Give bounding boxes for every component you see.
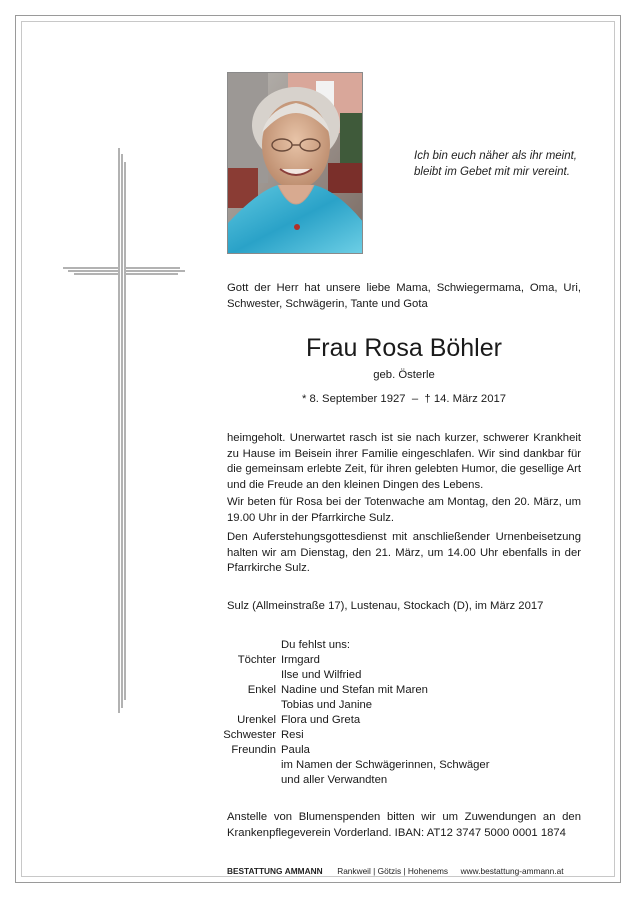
list-item: Schwester Resi bbox=[223, 729, 304, 741]
donation-note: Anstelle von Blumenspenden bitten wir um Zuwendungen an den Krankenpflegeverein Vorderland. IBAN: AT12 3747 5000 0001 1874 bbox=[227, 811, 581, 839]
list-item: Töchter Irmgard bbox=[237, 654, 320, 666]
life-dates: * 8. September 1927 – † 14. März 2017 bbox=[301, 393, 507, 405]
footer-website[interactable]: www.bestattung-ammann.at bbox=[460, 866, 564, 876]
deceased-name: Frau Rosa Böhler bbox=[306, 334, 502, 362]
list-item: Freundin Paula bbox=[231, 744, 310, 756]
cross-icon bbox=[60, 148, 190, 713]
list-item: Du fehlst uns: bbox=[281, 639, 351, 651]
quote-line-1: Ich bin euch näher als ihr meint, bbox=[414, 150, 578, 162]
list-item: im Namen der Schwägerinnen, Schwäger bbox=[281, 759, 490, 771]
footer-brand-name: AMMANN bbox=[284, 866, 323, 876]
list-item: Enkel Nadine und Stefan mit Maren bbox=[247, 684, 428, 696]
list-item: Tobias und Janine bbox=[281, 699, 373, 711]
mourners-list bbox=[190, 638, 489, 788]
quote-line-2: bleibt im Gebet mit mir vereint. bbox=[414, 166, 570, 178]
list-item: Urenkel Flora und Greta bbox=[237, 714, 361, 726]
footer-brand-prefix: BESTATTUNG bbox=[227, 866, 283, 876]
paragraph-1: heimgeholt. Unerwartet rasch ist sie nach kurzer, schwerer Krankheit zu Hause im Beisein ihrer Familie eingeschlafen. Wir sind dankbar für die gemeinsam erlebte Zeit, für ihren gelebten Humor, die gesellige Art und die Freude an den kleinen Dingen des Lebens. bbox=[227, 432, 581, 491]
place-date: Sulz (Allmeinstraße 17), Lustenau, Stockach (D), im März 2017 bbox=[227, 600, 544, 612]
intro-text: Gott der Herr hat unsere liebe Mama, Schwiegermama, Oma, Uri, Schwester, Schwägerin, Tante und Gota bbox=[227, 282, 581, 310]
birth-name: geb. Österle bbox=[373, 369, 435, 381]
paragraph-2: Wir beten für Rosa bei der Totenwache am Montag, den 20. März, um 19.00 Uhr in der Pfarrkirche Sulz. bbox=[227, 496, 581, 524]
footer-locations: Rankweil | Götzis | Hohenems bbox=[337, 866, 449, 876]
list-item: Ilse und Wilfried bbox=[281, 669, 362, 681]
portrait-photo bbox=[227, 72, 363, 254]
quote bbox=[414, 148, 604, 180]
footer bbox=[227, 866, 564, 876]
list-item: und aller Verwandten bbox=[281, 774, 388, 786]
paragraph-3: Den Auferstehungsgottesdienst mit anschließender Urnenbeisetzung halten wir am Dienstag, den 21. März, um 14.00 Uhr ebenfalls in der Pfarrkirche Sulz. bbox=[227, 531, 581, 574]
